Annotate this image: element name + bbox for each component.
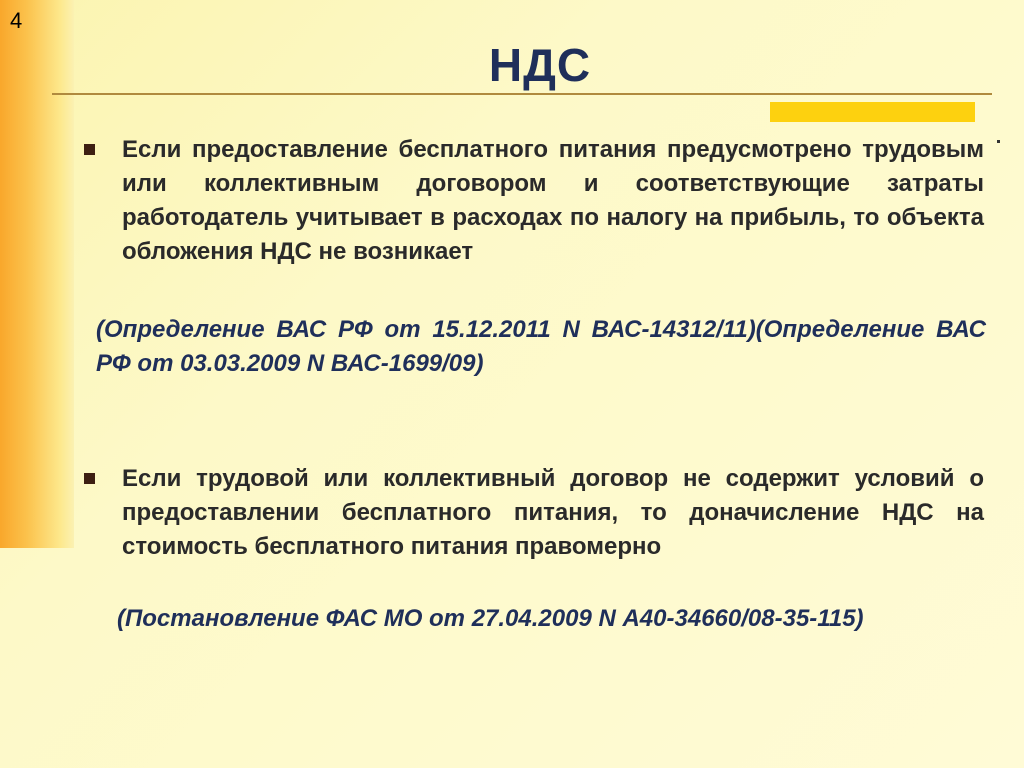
slide-title: НДС [488, 39, 592, 91]
bullet-text-1: Если предоставление бесплатного питания предусмотрено трудовым или коллективным договором и соответствующие затраты работодатель учитывает в расходах по налогу на прибыль, то объекта обложения НДС не возникает [122, 136, 984, 265]
bullet-square-icon [84, 473, 95, 484]
accent-bar [770, 102, 975, 122]
citation-1: (Определение ВАС РФ от 15.12.2011 N ВАС-14312/11)(Определение ВАС РФ от 03.03.2009 N ВАС-1699/09) [96, 316, 986, 377]
bullet-text-2: Если трудовой или коллективный договор не содержит условий о предоставлении бесплатного питания, то доначисление НДС на стоимость бесплатного питания правомерно [122, 465, 984, 560]
bullet-square-icon [84, 144, 95, 155]
accent-dot [997, 140, 1000, 143]
slide-number: 4 [10, 8, 23, 33]
title-divider [52, 93, 992, 95]
citation-2: (Постановление ФАС МО от 27.04.2009 N А40-34660/08-35-115) [117, 605, 864, 632]
